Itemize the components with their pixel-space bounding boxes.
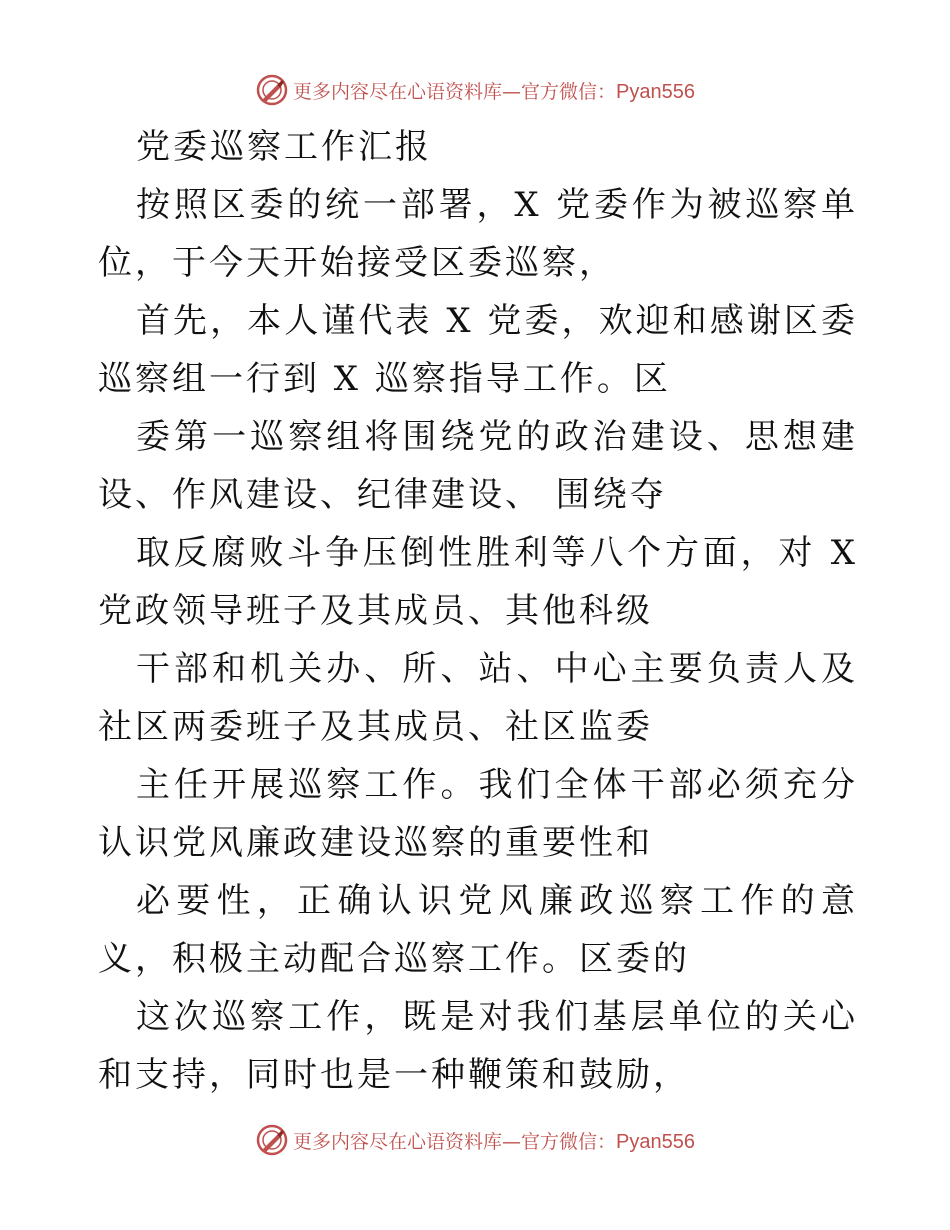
- footer-banner-separator: —: [502, 1130, 522, 1153]
- pen-logo-icon: [255, 1123, 289, 1157]
- paragraph: 按照区委的统一部署，X 党委作为被巡察单位，于今天开始接受区委巡察，: [98, 185, 858, 283]
- paragraph: 委第一巡察组将围绕党的政治建设、思想建设、作风建设、纪律建设、 围绕夺: [98, 417, 858, 515]
- document-body: [98, 118, 858, 1104]
- header-banner-separator: —: [502, 80, 522, 103]
- footer-handle: Pyan556: [616, 1130, 695, 1153]
- pen-logo-icon: [255, 73, 289, 107]
- paragraph: 首先，本人谨代表 X 党委，欢迎和感谢区委巡察组一行到 X 巡察指导工作。区: [98, 301, 858, 399]
- header-banner-text: [293, 77, 695, 104]
- paragraph: 取反腐败斗争压倒性胜利等八个方面，对 X 党政领导班子及其成员、其他科级: [98, 533, 858, 631]
- header-banner-title: 更多内容尽在心语资料库: [293, 80, 503, 103]
- paragraph: 主任开展巡察工作。我们全体干部必须充分认识党风廉政建设巡察的重要性和: [98, 765, 858, 863]
- footer-banner-text: [293, 1127, 695, 1154]
- header-handle: Pyan556: [616, 80, 695, 103]
- document-title: 党委巡察工作汇报: [136, 127, 432, 167]
- header-banner: [0, 70, 950, 110]
- footer-banner-title: 更多内容尽在心语资料库: [293, 1130, 503, 1153]
- paragraph: 这次巡察工作，既是对我们基层单位的关心和支持，同时也是一种鞭策和鼓励，: [98, 997, 858, 1095]
- header-official-label: 官方微信：: [521, 80, 617, 103]
- footer-banner: [0, 1120, 950, 1160]
- footer-official-label: 官方微信：: [521, 1130, 617, 1153]
- paragraph: 必要性，正确认识党风廉政巡察工作的意义，积极主动配合巡察工作。区委的: [98, 881, 858, 979]
- paragraph: 干部和机关办、所、站、中心主要负责人及社区两委班子及其成员、社区监委: [98, 649, 858, 747]
